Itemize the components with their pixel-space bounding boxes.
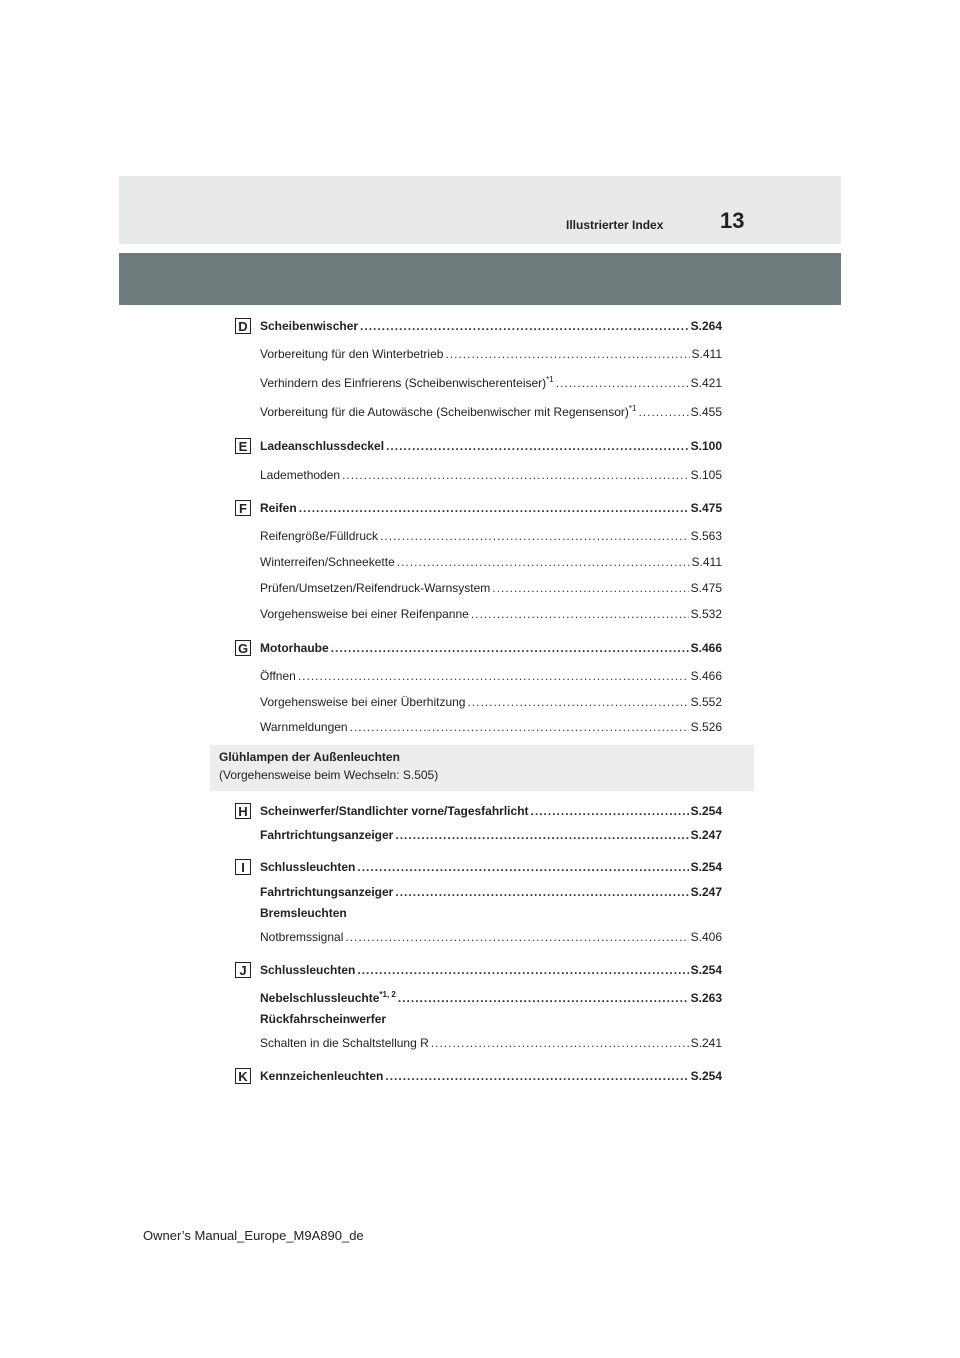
index-heading: Rückfahrscheinwerfer [260, 1012, 387, 1026]
entry-page: S.411 [691, 555, 722, 569]
entry-page: S.254 [690, 804, 722, 818]
entry-page: S.105 [690, 468, 722, 482]
entry-page: S.411 [691, 347, 722, 361]
footnote-marker: *1 [628, 404, 637, 413]
letter-marker-k: K [235, 1068, 251, 1084]
index-entry[interactable] [260, 859, 722, 875]
entry-page: S.254 [690, 963, 722, 977]
entry-label: Verhindern des Einfrierens (Scheibenwischerenteiser) [260, 376, 547, 390]
entry-page: S.475 [690, 501, 722, 515]
index-entry[interactable] [260, 803, 722, 819]
page-number: 13 [720, 208, 745, 233]
entry-page: S.526 [690, 720, 722, 734]
entry-page: S.466 [690, 669, 722, 683]
entry-label: Warnmeldungen [260, 720, 348, 734]
footer-text: Owner’s Manual_Europe_M9A890_de [143, 1228, 364, 1243]
entry-label: Vorbereitung für die Autowäsche (Scheibenwischer mit Regensensor) [260, 405, 629, 419]
index-entry[interactable] [260, 640, 722, 656]
entry-label: Ladeanschlussdeckel [260, 439, 385, 453]
entry-label: Scheibenwischer [260, 319, 359, 333]
index-entry[interactable] [260, 990, 722, 1006]
index-entry[interactable] [260, 827, 722, 843]
entry-label: Notbremssignal [260, 930, 344, 944]
letter-marker-i: I [235, 859, 251, 875]
index-entry[interactable] [260, 884, 722, 900]
index-subentry[interactable] [260, 554, 722, 570]
entry-label: Vorbereitung für den Winterbetrieb [260, 347, 444, 361]
entry-page: S.254 [690, 1069, 722, 1083]
entry-label: Schalten in die Schaltstellung R [260, 1036, 429, 1050]
entry-page: S.466 [690, 641, 722, 655]
entry-page: S.247 [690, 885, 722, 899]
entry-page: S.563 [690, 529, 722, 543]
entry-page: S.263 [690, 991, 722, 1005]
letter-marker-h: H [235, 803, 251, 819]
entry-label: Prüfen/Umsetzen/Reifendruck-Warnsystem [260, 581, 491, 595]
footnote-marker: *1 [546, 375, 554, 384]
entry-label: Vorgehensweise bei einer Überhitzung [260, 695, 466, 709]
index-entry[interactable] [260, 318, 722, 334]
index-subentry[interactable] [260, 404, 722, 420]
entry-page: S.241 [690, 1036, 722, 1050]
letter-marker-e: E [235, 438, 251, 454]
note-box [210, 745, 754, 791]
entry-label: Schlussleuchten [260, 860, 356, 874]
index-subentry[interactable] [260, 580, 722, 596]
entry-label: Reifengröße/Fülldruck [260, 529, 379, 543]
index-entry[interactable] [260, 962, 722, 978]
index-subentry[interactable] [260, 467, 722, 483]
index-entry[interactable] [260, 1068, 722, 1084]
footnote-marker: *1, 2 [379, 990, 396, 999]
entry-page: S.406 [690, 930, 722, 944]
entry-label: Lademethoden [260, 468, 341, 482]
entry-label: Fahrtrichtungsanzeiger [260, 885, 394, 899]
entry-page: S.254 [690, 860, 722, 874]
entry-page: S.100 [690, 439, 722, 453]
entry-label: Winterreifen/Schneekette [260, 555, 395, 569]
entry-page: S.475 [690, 581, 722, 595]
entry-label: Öffnen [260, 669, 296, 683]
section-title: Illustrierter Index [566, 218, 664, 232]
index-subentry[interactable] [260, 694, 722, 710]
entry-page: S.552 [690, 695, 722, 709]
note-subtitle: (Vorgehensweise beim Wechseln: S.505) [219, 768, 439, 782]
entry-label: Reifen [260, 501, 297, 515]
letter-marker-g: G [235, 640, 251, 656]
index-subentry[interactable] [260, 346, 722, 362]
letter-marker-d: D [235, 318, 251, 334]
index-heading: Bremsleuchten [260, 906, 347, 920]
entry-page: S.455 [690, 405, 722, 419]
index-entry[interactable] [260, 438, 722, 454]
index-subentry[interactable] [260, 375, 722, 391]
note-title: Glühlampen der Außenleuchten [219, 750, 400, 764]
entry-label: Scheinwerfer/Standlichter vorne/Tagesfahrlicht [260, 804, 529, 818]
entry-label: Fahrtrichtungsanzeiger [260, 828, 394, 842]
index-entry[interactable] [260, 500, 722, 516]
letter-marker-j: J [235, 962, 251, 978]
entry-label: Motorhaube [260, 641, 329, 655]
entry-page: S.264 [690, 319, 722, 333]
entry-label: Kennzeichenleuchten [260, 1069, 384, 1083]
letter-marker-f: F [235, 500, 251, 516]
entry-page: S.247 [690, 828, 722, 842]
index-subentry[interactable] [260, 929, 722, 945]
entry-label: Nebelschlussleuchte [260, 991, 380, 1005]
index-subentry[interactable] [260, 719, 722, 735]
index-subentry[interactable] [260, 668, 722, 684]
entry-page: S.421 [690, 376, 722, 390]
section-banner [119, 253, 841, 305]
index-subentry[interactable] [260, 528, 722, 544]
entry-label: Vorgehensweise bei einer Reifenpanne [260, 607, 469, 621]
index-subentry[interactable] [260, 606, 722, 622]
entry-page: S.532 [690, 607, 722, 621]
entry-label: Schlussleuchten [260, 963, 356, 977]
index-subentry[interactable] [260, 1035, 722, 1051]
